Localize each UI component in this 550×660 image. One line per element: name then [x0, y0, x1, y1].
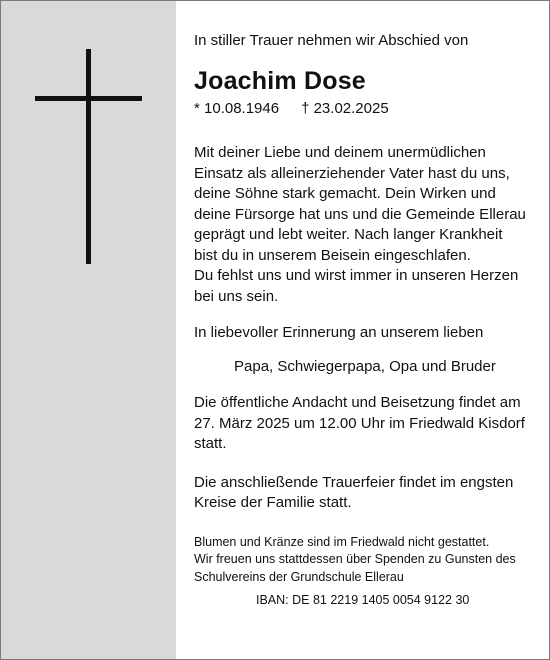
ceremony-line: Die öffentliche Andacht und Beisetzung findet am [194, 394, 521, 411]
tribute-line: bist du in unserem Beisein eingeschlafen. [194, 246, 471, 264]
tribute-line: deine Söhne stark gemacht. Dein Wirken und [194, 185, 496, 202]
ceremony-line: statt. [194, 435, 227, 452]
life-dates [194, 99, 539, 119]
death-date: † 23.02.2025 [301, 100, 389, 117]
intro-text: In stiller Trauer nehmen wir Abschied von [194, 32, 469, 49]
iban-text: IBAN: DE 81 2219 1405 0054 9122 30 [256, 593, 470, 607]
cross-icon-bar [35, 96, 142, 101]
notice-text [194, 31, 539, 609]
ceremony-paragraph [194, 393, 539, 455]
reception-paragraph [194, 473, 539, 514]
donation-line: Blumen und Kränze sind im Friedwald nicht gestattet. [194, 534, 490, 549]
tribute-line: Einsatz als alleinerziehender Vater hast du uns, [194, 164, 510, 182]
remembrance-text: In liebevoller Erinnerung an unserem lieben [194, 324, 484, 341]
cross-panel [1, 1, 176, 659]
donation-notice [194, 534, 539, 587]
tribute-paragraph [194, 143, 539, 307]
deceased-name: Joachim Dose [194, 67, 366, 95]
tribute-line: Mit deiner Liebe und deinem unermüdlichen [194, 144, 486, 161]
tribute-line: deine Fürsorge hat uns und die Gemeinde Ellerau [194, 205, 526, 223]
birth-date: * 10.08.1946 [194, 100, 280, 117]
tribute-line: bei uns sein. [194, 287, 279, 305]
tribute-line: Du fehlst uns und wirst immer in unseren Herzen [194, 267, 519, 284]
relation-text: Papa, Schwiegerpapa, Opa und Bruder [234, 358, 496, 375]
ceremony-line: 27. März 2025 um 12.00 Uhr im Friedwald Kisdorf [194, 414, 525, 432]
donation-line: Wir freuen uns stattdessen über Spenden zu Gunsten des [194, 552, 516, 566]
reception-line: Kreise der Familie statt. [194, 494, 352, 511]
donation-line: Schulvereins der Grundschule Ellerau [194, 569, 404, 584]
tribute-line: geprägt und lebt weiter. Nach langer Krankheit [194, 226, 503, 243]
cross-icon [86, 49, 91, 264]
reception-line: Die anschließende Trauerfeier findet im engsten [194, 473, 514, 491]
